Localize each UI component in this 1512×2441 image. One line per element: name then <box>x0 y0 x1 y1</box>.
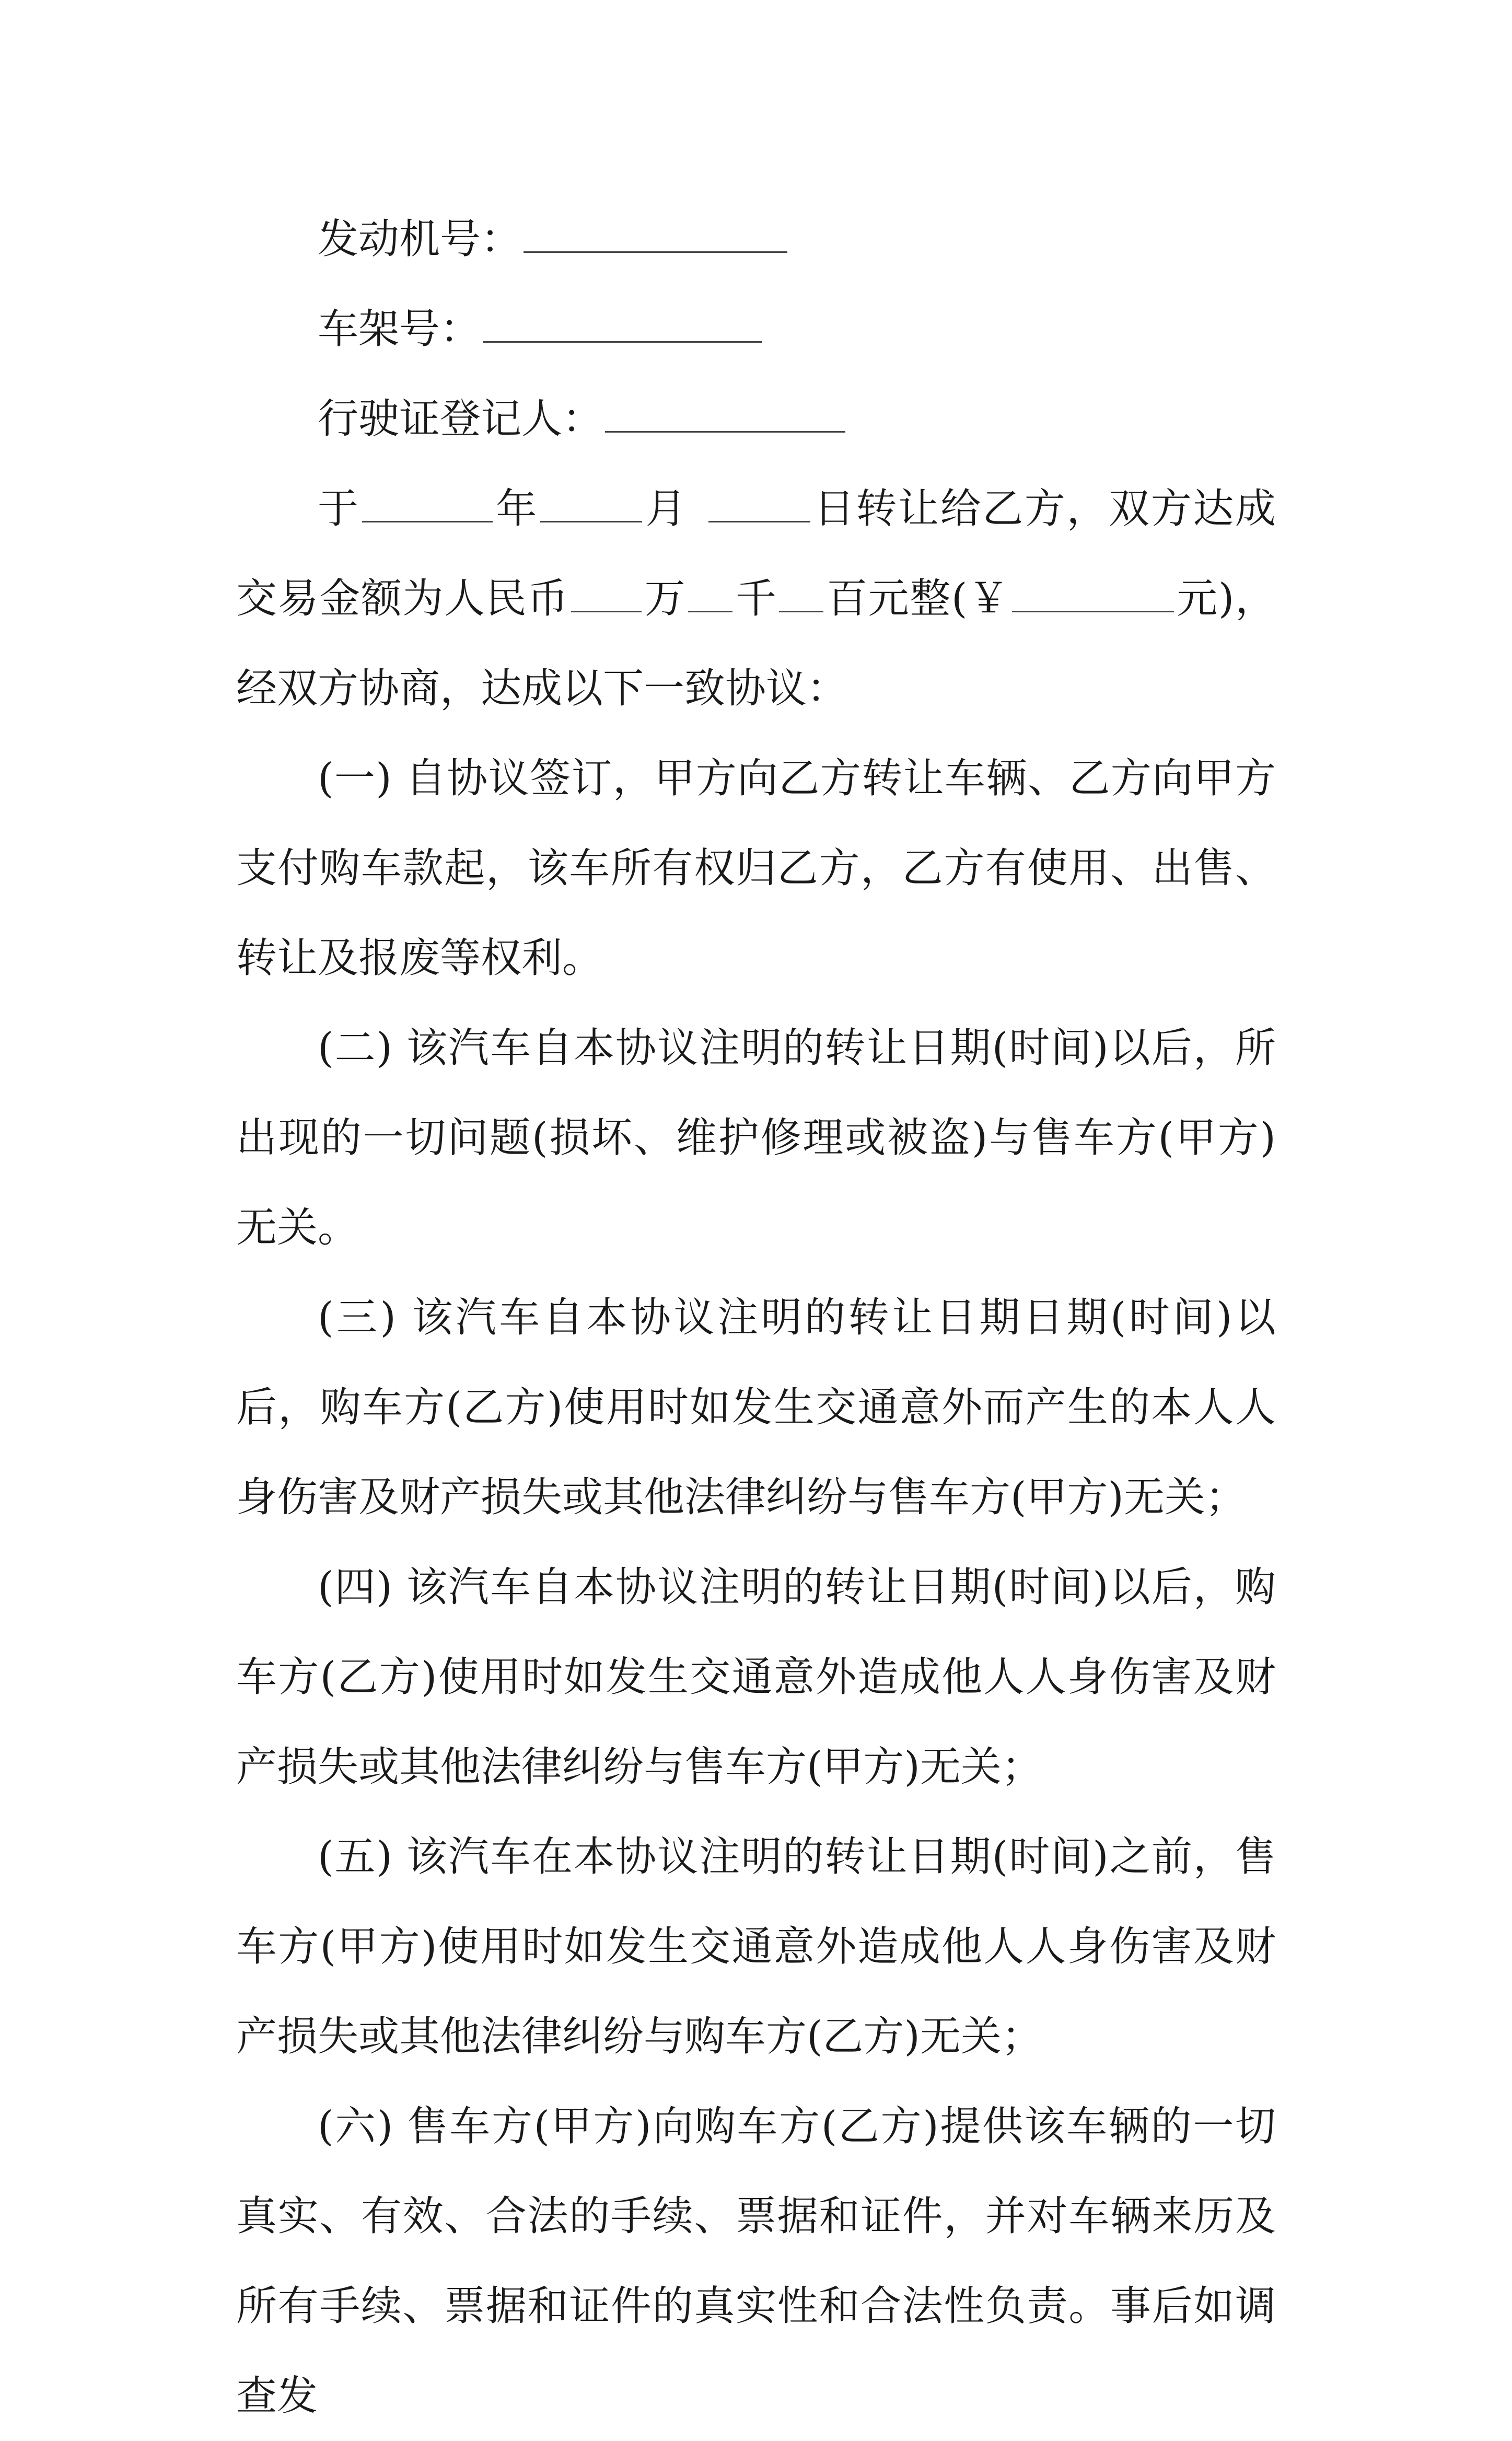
month-blank <box>540 484 642 522</box>
engine-number-label: 发动机号： <box>318 216 522 263</box>
clause-5: (五) 该汽车在本协议注明的转让日期(时间)之前，售车方(甲方)使用时如发生交通意外造成他人人身伤害及财产损失或其他法律纠纷与购车方(乙方)无关； <box>236 1833 1276 2060</box>
thousand-blank <box>688 574 732 612</box>
transfer-text-4: 日转让给乙方，双方达成交易金额为人民币 <box>236 485 1276 622</box>
clause-2: (二) 该汽车自本协议注明的转让日期(时间)以后，所出现的一切问题(损坏、维护修理或被盗)与售车方(甲方)无关。 <box>236 1025 1276 1251</box>
ten-thousand-blank <box>571 574 642 612</box>
clause-6: (六) 售车方(甲方)向购车方(乙方)提供该车辆的一切真实、有效、合法的手续、票据和证件，并对车辆来历及所有手续、票据和证件的真实性和合法性负责。事后如调查发 <box>236 2103 1276 2420</box>
document-body <box>236 194 1276 2441</box>
year-blank <box>362 484 493 522</box>
frame-number-line <box>236 284 1276 374</box>
registered-owner-blank <box>605 394 845 433</box>
transfer-text-6: 千 <box>735 575 777 622</box>
hundred-blank <box>779 574 823 612</box>
transfer-text-7: 百元整(￥ <box>825 575 1010 622</box>
clause-3: (三) 该汽车自本协议注明的转让日期日期(时间)以后，购车方(乙方)使用时如发生交通意外而产生的本人人身伤害及财产损失或其他法律纠纷与售车方(甲方)无关； <box>236 1294 1276 1521</box>
transfer-text-1: 于 <box>318 485 360 532</box>
engine-number-blank <box>524 215 787 253</box>
amount-blank <box>1012 574 1174 612</box>
clause-1: (一) 自协议签订，甲方向乙方转让车辆、乙方向甲方支付购车款起，该车所有权归乙方，乙方有使用、出售、转让及报废等权利。 <box>236 755 1276 982</box>
engine-number-line <box>236 194 1276 284</box>
clause-4: (四) 该汽车自本协议注明的转让日期(时间)以后，购车方(乙方)使用时如发生交通意外造成他人人身伤害及财产损失或其他法律纠纷与售车方(甲方)无关； <box>236 1564 1276 1791</box>
frame-number-label: 车架号： <box>318 306 481 353</box>
transfer-text-3: 月 <box>644 485 688 532</box>
registered-owner-label: 行驶证登记人： <box>318 396 603 443</box>
registered-owner-line <box>236 374 1276 464</box>
transfer-text-8: 元)，经双方协商，达成以下一致协议： <box>236 575 1276 712</box>
transfer-text-5: 万 <box>643 575 687 622</box>
transfer-text-2: 年 <box>494 485 538 532</box>
frame-number-blank <box>483 305 762 343</box>
day-blank <box>708 484 810 522</box>
transfer-paragraph <box>236 464 1276 734</box>
